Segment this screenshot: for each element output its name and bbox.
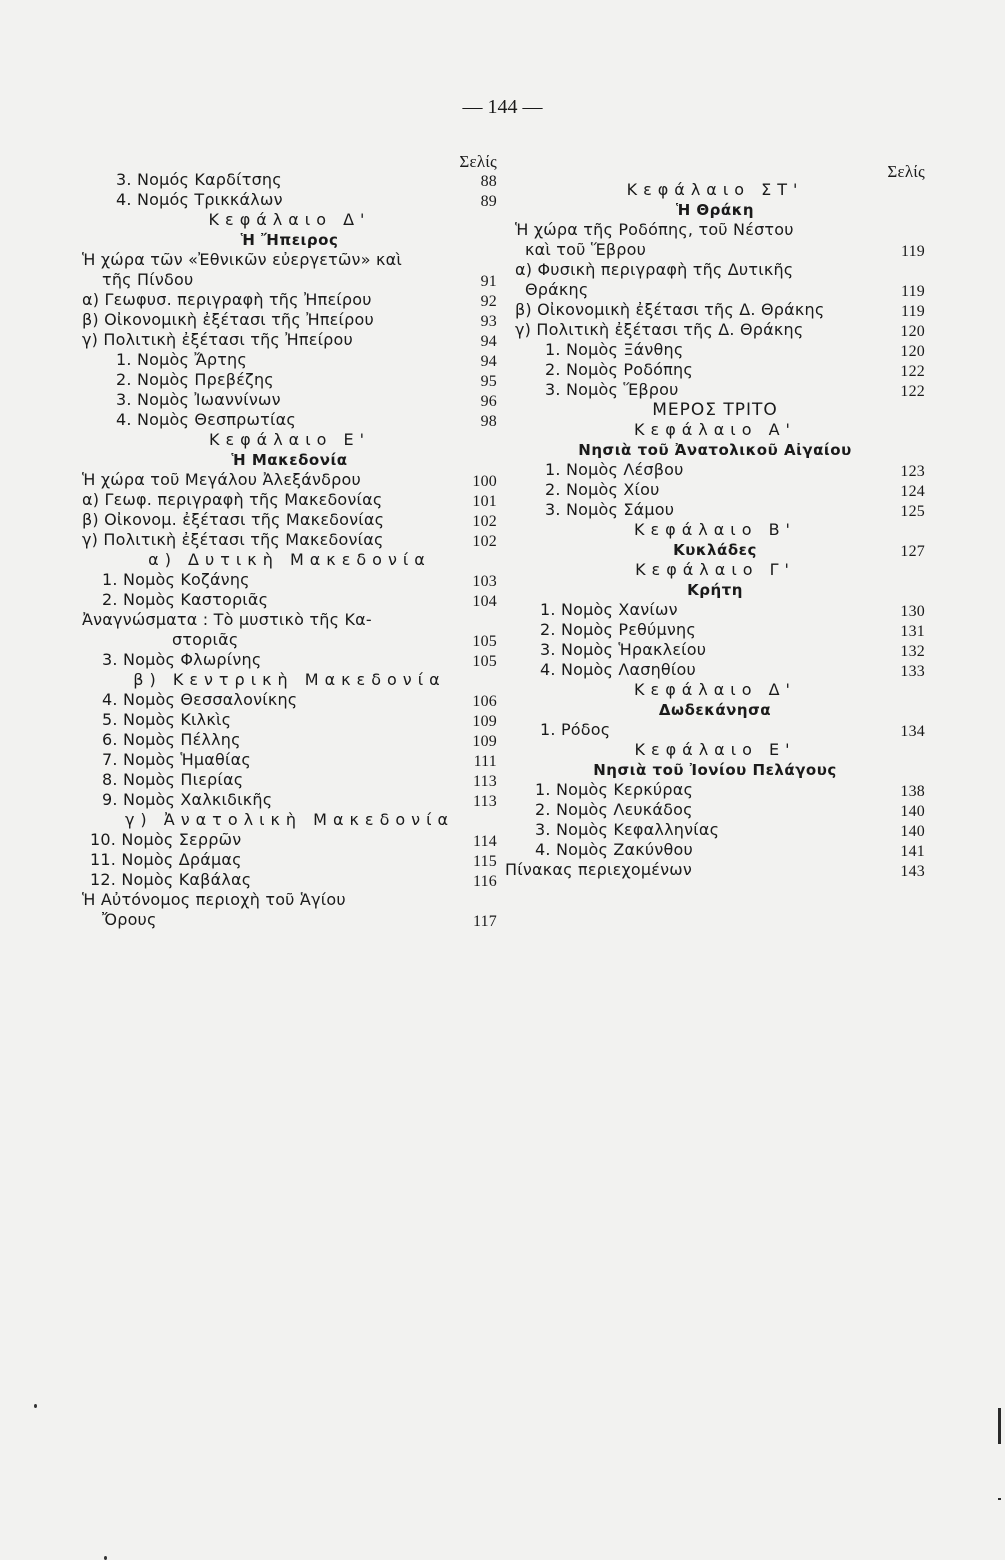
- entry-text: 2. Νομὸς Χίου: [545, 480, 660, 499]
- entry-text: Κεφάλαιο Δ': [208, 210, 371, 229]
- entry-text: 1. Νομὸς Λέσβου: [545, 460, 684, 479]
- toc-entry: [82, 190, 497, 210]
- entry-text: Ἀναγνώσματα : Τὸ μυστικὸ τῆς Κα-: [82, 610, 372, 629]
- entry-text: 1. Νομὸς Κερκύρας: [535, 780, 694, 799]
- entry-text: β) Κεντρικὴ Μακεδονία: [133, 670, 446, 689]
- page-ref: 120: [900, 323, 925, 340]
- chapter-heading: [82, 810, 497, 830]
- page-ref: 133: [900, 663, 925, 680]
- toc-entry: [82, 630, 497, 650]
- entry-text: 4. Νομὸς Θεσπρωτίας: [116, 410, 296, 429]
- entry-text: 2. Νομὸς Ρεθύμνης: [540, 620, 696, 639]
- entry-text: 9. Νομὸς Χαλκιδικῆς: [102, 790, 273, 809]
- entry-text: Ὄρους: [102, 910, 157, 929]
- page-ref: 93: [480, 313, 497, 330]
- toc-entry: [505, 340, 925, 360]
- entry-text: Ἡ χώρα τοῦ Μεγάλου Ἀλεξάνδρου: [82, 470, 361, 489]
- toc-entry: [505, 380, 925, 400]
- entry-text: 3. Νομὸς Κεφαλληνίας: [535, 820, 720, 839]
- entry-text: Πίνακας περιεχομένων: [505, 860, 693, 879]
- chapter-heading: [505, 420, 925, 440]
- toc-entry: [505, 860, 925, 880]
- toc-entry: [505, 600, 925, 620]
- entry-text: 4. Νομὸς Ζακύνθου: [535, 840, 693, 859]
- entry-text: ΜΕΡΟΣ ΤΡΙΤΟ: [652, 400, 778, 420]
- entry-text: Κρήτη: [687, 581, 743, 599]
- entry-text: Κεφάλαιο Α': [634, 420, 796, 439]
- entry-text: 11. Νομὸς Δράμας: [90, 850, 242, 869]
- entry-text: γ) Ἀνατολικὴ Μακεδονία: [124, 810, 455, 829]
- entry-text: Δωδεκάνησα: [658, 701, 772, 719]
- entry-text: 3. Νομὸς Ἡρακλείου: [540, 640, 707, 659]
- toc-entry: [82, 570, 497, 590]
- toc-entry: [505, 480, 925, 500]
- page-column-header: [82, 150, 497, 170]
- page-ref: 102: [472, 533, 497, 550]
- entry-text: Κεφάλαιο Ε': [208, 430, 371, 449]
- page-ref: 120: [900, 343, 925, 360]
- toc-entry: [505, 780, 925, 800]
- entry-text: 3. Νομὸς Φλωρίνης: [102, 650, 262, 669]
- entry-text: β) Οἰκονομικὴ ἐξέτασι τῆς Ἠπείρου: [82, 310, 374, 329]
- entry-text: Ἡ Μακεδονία: [231, 451, 348, 469]
- toc-entry: [82, 490, 497, 510]
- chapter-heading: [505, 560, 925, 580]
- toc-entry: [82, 310, 497, 330]
- toc-entry: [82, 650, 497, 670]
- entry-text: 8. Νομὸς Πιερίας: [102, 770, 244, 789]
- entry-text: 4. Νομὸς Λασηθίου: [540, 660, 696, 679]
- chapter-heading: [505, 180, 925, 200]
- entry-text: Νησιὰ τοῦ Ἰονίου Πελάγους: [593, 761, 837, 779]
- section-title: [505, 200, 925, 220]
- toc-entry: [505, 820, 925, 840]
- entry-text: 1. Νομὸς Ἄρτης: [116, 350, 247, 369]
- page-ref: 119: [900, 303, 925, 320]
- entry-text: καὶ τοῦ Ἕβρου: [525, 240, 647, 259]
- toc-entry: [82, 170, 497, 190]
- entry-text: 3. Νομὸς Ἕβρου: [545, 380, 679, 399]
- section-title: [505, 760, 925, 780]
- entry-text: Θράκης: [525, 280, 589, 299]
- page-ref: 103: [472, 573, 497, 590]
- chapter-heading: [82, 430, 497, 450]
- toc-entry: [505, 320, 925, 340]
- toc-entry: [505, 640, 925, 660]
- toc-entry: [82, 890, 497, 910]
- page-ref: 127: [900, 543, 925, 560]
- entry-text: στοριᾶς: [172, 630, 239, 649]
- chapter-heading: [82, 670, 497, 690]
- toc-entry: [82, 510, 497, 530]
- entry-text: Ἡ χώρα τῶν «Ἐθνικῶν εὐεργετῶν» καὶ: [82, 250, 402, 269]
- toc-entry: [505, 660, 925, 680]
- toc-entry: [82, 830, 497, 850]
- toc-column-right: [505, 160, 925, 880]
- page-ref: 95: [480, 373, 497, 390]
- entry-text: 1. Νομὸς Κοζάνης: [102, 570, 250, 589]
- page-ref: 134: [900, 723, 925, 740]
- toc-entry: [82, 910, 497, 930]
- entry-text: 1. Ρόδος: [540, 720, 611, 739]
- toc-entry: [82, 470, 497, 490]
- page-ref: 104: [472, 593, 497, 610]
- page-ref: 92: [480, 293, 497, 310]
- section-title: [505, 580, 925, 600]
- page-ref: 125: [900, 503, 925, 520]
- toc-entry: [505, 460, 925, 480]
- entry-text: 3. Νομὸς Ἰωαννίνων: [116, 390, 281, 409]
- page-ref: 111: [473, 753, 497, 770]
- page-ref: 89: [480, 193, 497, 210]
- section-title: [505, 540, 925, 560]
- toc-entry: [505, 500, 925, 520]
- entry-text: 2. Νομὸς Λευκάδος: [535, 800, 693, 819]
- page-ref: 116: [472, 873, 497, 890]
- chapter-heading: [82, 210, 497, 230]
- entry-text: Νησιὰ τοῦ Ἀνατολικοῦ Αἰγαίου: [578, 441, 852, 459]
- page-ref: 119: [900, 283, 925, 300]
- entry-text: 7. Νομὸς Ἡμαθίας: [102, 750, 251, 769]
- toc-entry: [82, 330, 497, 350]
- page-ref: 141: [900, 843, 925, 860]
- toc-entry: [505, 840, 925, 860]
- page-ref: 138: [900, 783, 925, 800]
- toc-entry: [505, 360, 925, 380]
- entry-text: 1. Νομὸς Χανίων: [540, 600, 678, 619]
- chapter-heading: [505, 520, 925, 540]
- page-ref: 100: [472, 473, 497, 490]
- toc-entry: [82, 530, 497, 550]
- entry-text: Κεφάλαιο Β': [634, 520, 796, 539]
- entry-text: β) Οἰκονομ. ἐξέτασι τῆς Μακεδονίας: [82, 510, 385, 529]
- entry-text: 2. Νομὸς Καστοριᾶς: [102, 590, 269, 609]
- toc-entry: [82, 370, 497, 390]
- page-ref: 94: [480, 353, 497, 370]
- entry-text: 4. Νομός Τρικκάλων: [116, 190, 283, 209]
- entry-text: 2. Νομὸς Πρεβέζης: [116, 370, 274, 389]
- toc-entry: [82, 730, 497, 750]
- entry-text: Κεφάλαιο ΣΤ': [626, 180, 804, 199]
- section-title: [82, 230, 497, 250]
- page-ref: 122: [900, 363, 925, 380]
- toc-entry: [82, 750, 497, 770]
- page-column-header: [505, 160, 925, 180]
- toc-entry: [82, 610, 497, 630]
- entry-text: Κεφάλαιο Ε': [634, 740, 796, 759]
- entry-text: 4. Νομὸς Θεσσαλονίκης: [102, 690, 298, 709]
- page-ref: 143: [900, 863, 925, 880]
- entry-text: 1. Νομὸς Ξάνθης: [545, 340, 684, 359]
- entry-text: 10. Νομὸς Σερρῶν: [90, 830, 242, 849]
- page-ref: 140: [900, 803, 925, 820]
- page-ref: 106: [472, 693, 497, 710]
- toc-entry: [82, 290, 497, 310]
- toc-entry: [82, 770, 497, 790]
- toc-entry: [82, 250, 497, 270]
- page-number: — 144 —: [462, 96, 543, 118]
- entry-text: α) Δυτικὴ Μακεδονία: [148, 550, 431, 569]
- toc-entry: [82, 690, 497, 710]
- toc-entry: [82, 390, 497, 410]
- page-ref: 115: [472, 853, 497, 870]
- page-ref: Σελίς: [887, 162, 925, 181]
- page-ref: 140: [900, 823, 925, 840]
- speck-mark: [34, 1404, 37, 1408]
- section-title: [505, 440, 925, 460]
- toc-entry: [82, 850, 497, 870]
- toc-column-left: [82, 150, 497, 930]
- section-title: [505, 700, 925, 720]
- toc-entry: [82, 350, 497, 370]
- page-ref: 109: [472, 733, 497, 750]
- page-ref: 130: [900, 603, 925, 620]
- toc-entry: [505, 720, 925, 740]
- entry-text: γ) Πολιτικὴ ἐξέτασι τῆς Μακεδονίας: [82, 530, 384, 549]
- page-ref: 119: [900, 243, 925, 260]
- entry-text: β) Οἰκονομικὴ ἐξέτασι τῆς Δ. Θράκης: [515, 300, 825, 319]
- entry-text: 5. Νομὸς Κιλκὶς: [102, 710, 232, 729]
- entry-text: α) Φυσικὴ περιγραφὴ τῆς Δυτικῆς: [515, 260, 794, 279]
- toc-entry: [505, 800, 925, 820]
- page-ref: 102: [472, 513, 497, 530]
- toc-entry: [82, 270, 497, 290]
- entry-text: Κυκλάδες: [673, 541, 757, 559]
- section-title: [82, 450, 497, 470]
- entry-text: Ἡ Αὐτόνομος περιοχὴ τοῦ Ἁγίου: [82, 890, 346, 909]
- entry-text: Κεφάλαιο Γ': [635, 560, 795, 579]
- part-heading: [505, 400, 925, 420]
- entry-text: γ) Πολιτικὴ ἐξέτασι τῆς Ἠπείρου: [82, 330, 353, 349]
- page-ref: 132: [900, 643, 925, 660]
- entry-text: γ) Πολιτικὴ ἐξέτασι τῆς Δ. Θράκης: [515, 320, 804, 339]
- page-ref: 124: [900, 483, 925, 500]
- toc-entry: [82, 590, 497, 610]
- toc-entry: [82, 870, 497, 890]
- page-ref: 117: [472, 913, 497, 930]
- entry-text: Κεφάλαιο Δ': [634, 680, 796, 699]
- page-ref: 114: [472, 833, 497, 850]
- page-ref: 123: [900, 463, 925, 480]
- chapter-heading: [505, 740, 925, 760]
- entry-text: Ἡ Ἤπειρος: [240, 231, 339, 249]
- page-ref: 131: [900, 623, 925, 640]
- page-ref: 109: [472, 713, 497, 730]
- page-ref: 91: [480, 273, 497, 290]
- page-ref: Σελίς: [459, 152, 497, 171]
- toc-entry: [505, 260, 925, 280]
- entry-text: 12. Νομὸς Καβάλας: [90, 870, 252, 889]
- toc-entry: [82, 710, 497, 730]
- toc-entry: [505, 620, 925, 640]
- entry-text: α) Γεωφυσ. περιγραφὴ τῆς Ἠπείρου: [82, 290, 372, 309]
- speck-mark: [104, 1556, 107, 1560]
- toc-entry: [505, 300, 925, 320]
- entry-text: Ἡ χώρα τῆς Ροδόπης, τοῦ Νέστου: [515, 220, 794, 239]
- page-ref: 98: [480, 413, 497, 430]
- page-ref: 113: [472, 793, 497, 810]
- entry-text: Ἡ Θράκη: [675, 201, 755, 219]
- toc-entry: [505, 280, 925, 300]
- page-ref: 94: [480, 333, 497, 350]
- toc-entry: [505, 240, 925, 260]
- chapter-heading: [82, 550, 497, 570]
- entry-text: 6. Νομὸς Πέλλης: [102, 730, 241, 749]
- chapter-heading: [505, 680, 925, 700]
- toc-entry: [82, 790, 497, 810]
- entry-text: 3. Νομὸς Σάμου: [545, 500, 675, 519]
- page-ref: 96: [480, 393, 497, 410]
- page-ref: 113: [472, 773, 497, 790]
- page-ref: 122: [900, 383, 925, 400]
- toc-entry: [505, 220, 925, 240]
- page-ref: 101: [472, 493, 497, 510]
- toc-entry: [82, 410, 497, 430]
- page-ref: 105: [472, 653, 497, 670]
- edge-mark: [998, 1408, 1001, 1444]
- entry-text: 2. Νομὸς Ροδόπης: [545, 360, 693, 379]
- page-ref: 88: [480, 173, 497, 190]
- entry-text: τῆς Πίνδου: [102, 270, 194, 289]
- page-ref: 105: [472, 633, 497, 650]
- entry-text: 3. Νομός Καρδίτσης: [116, 170, 282, 189]
- entry-text: α) Γεωφ. περιγραφὴ τῆς Μακεδονίας: [82, 490, 383, 509]
